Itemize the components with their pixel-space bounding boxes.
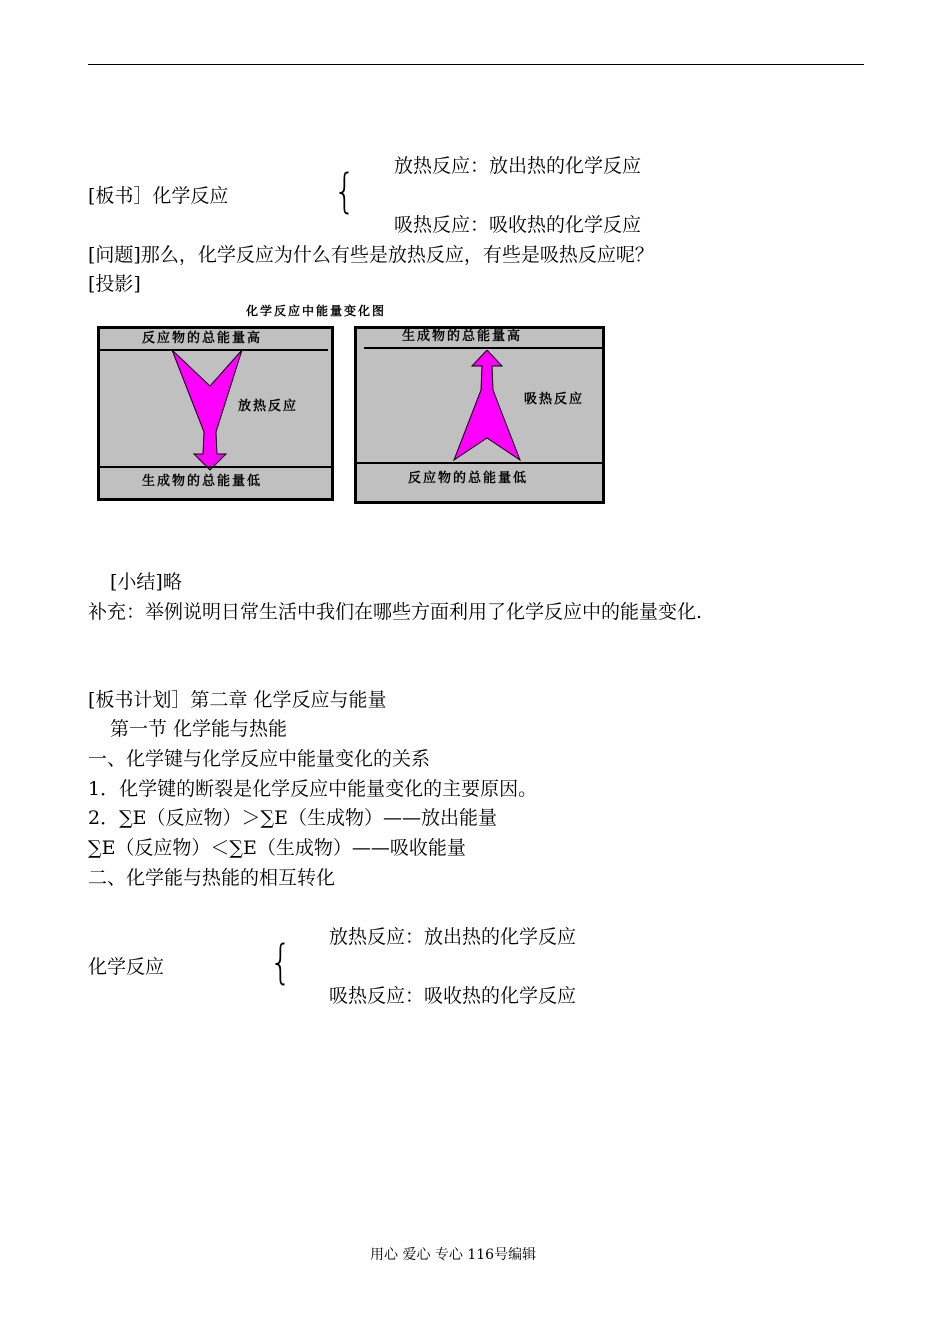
- summary-line: [小结]略: [110, 571, 182, 593]
- board1-label: [板书］化学反应: [88, 185, 229, 207]
- right-low-level-line: [357, 462, 602, 464]
- left-middle-label: 放热反应: [238, 399, 299, 414]
- plan-item-1-3: ∑E（反应物）＜∑E（生成物）——吸收能量: [88, 837, 466, 859]
- left-top-label: 反应物的总能量高: [142, 331, 263, 346]
- right-bottom-label: 反应物的总能量低: [408, 471, 529, 486]
- endothermic-arrow: [450, 350, 524, 462]
- plan-item-1-1: 1．化学键的断裂是化学反应中能量变化的主要原因。: [88, 778, 538, 800]
- right-middle-label: 吸热反应: [524, 392, 585, 407]
- header-rule: [88, 64, 864, 65]
- plan-item-2: 二、化学能与热能的相互转化: [88, 867, 336, 889]
- diagram-title: 化学反应中能量变化图: [246, 304, 387, 318]
- plan-item-1-2: 2．∑E（反应物）＞∑E（生成物）——放出能量: [88, 807, 497, 829]
- board2-exothermic: 放热反应：放出热的化学反应: [329, 926, 577, 948]
- right-top-label: 生成物的总能量高: [402, 329, 523, 344]
- plan-heading: [板书计划］第二章 化学反应与能量: [88, 689, 387, 711]
- board1-endothermic: 吸热反应：吸收热的化学反应: [394, 214, 642, 236]
- right-high-level-line: [364, 347, 602, 349]
- board2-brace: {: [269, 935, 292, 989]
- left-low-level-line: [100, 466, 332, 468]
- board2-label: 化学反应: [88, 956, 165, 978]
- plan-item-1: 一、化学键与化学反应中能量变化的关系: [88, 748, 431, 770]
- supplement-line: 补充：举例说明日常生活中我们在哪些方面利用了化学反应中的能量变化.: [88, 601, 703, 623]
- board1-exothermic: 放热反应：放出热的化学反应: [394, 155, 642, 177]
- plan-section: 第一节 化学能与热能: [110, 718, 288, 740]
- board2-endothermic: 吸热反应：吸收热的化学反应: [329, 985, 577, 1007]
- page-footer: 用心 爱心 专心 116号编辑: [370, 1247, 537, 1263]
- board1-brace: {: [333, 164, 356, 218]
- left-bottom-label: 生成物的总能量低: [142, 474, 263, 489]
- projection-label: [投影]: [88, 273, 141, 295]
- question-line: [问题]那么，化学反应为什么有些是放热反应，有些是吸热反应呢？: [88, 244, 654, 266]
